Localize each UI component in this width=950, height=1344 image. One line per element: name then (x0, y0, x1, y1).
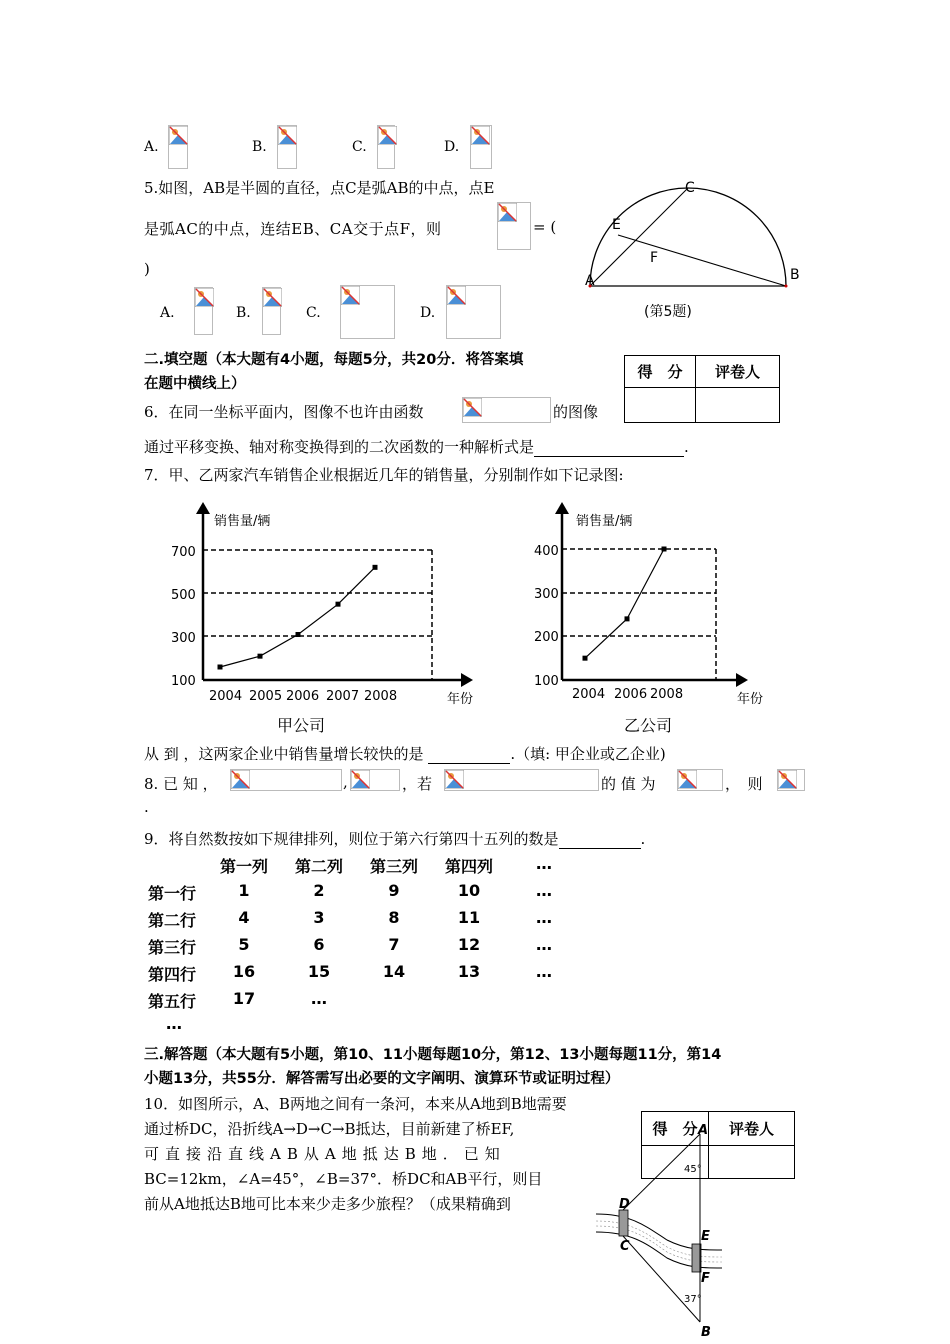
section3-title-line1: 三.解答题（本大题有5小题，第10、11小题每题10分，第12、13小题每题11分，第14 (144, 1047, 722, 1063)
bridge-dc (619, 1210, 628, 1236)
table-cell: 4 (238, 908, 250, 927)
table-cell: 2 (313, 881, 325, 900)
chart-jia-ylabel: 销售量/辆 (214, 514, 271, 529)
q6-line2-end: . (684, 438, 689, 456)
q5-fraction-image (497, 202, 531, 250)
table-cell: 10 (457, 881, 481, 900)
q6-line1b: 的图像 (553, 403, 599, 421)
image-placeholder-icon (498, 203, 517, 222)
label-b: B (701, 1325, 711, 1340)
chart-yi-xtick-2008: 2008 (650, 687, 684, 702)
chart-yi-point-2008 (662, 547, 667, 552)
q9-text-end: . (640, 830, 646, 848)
image-placeholder-icon (263, 288, 282, 307)
table-cell: … (311, 989, 327, 1008)
label-e: E (701, 1229, 710, 1244)
q5-semicircle-figure (580, 175, 810, 325)
chart-yi-ytick-200: 200 (534, 630, 559, 645)
q9-text: 9．将自然数按如下规律排列，则位于第六行第四十五列的数是 (144, 830, 559, 848)
image-placeholder-icon (778, 770, 797, 789)
grader-label: 评卷人 (709, 1112, 795, 1146)
q7-question-wrap (144, 743, 666, 764)
q8-image-1 (230, 769, 342, 791)
table-cell: … (536, 881, 552, 900)
q9-number-table (144, 850, 564, 1040)
image-placeholder-icon (447, 286, 466, 305)
q8-image-5 (777, 769, 805, 791)
q9-header-2: 第二列 (294, 857, 343, 876)
chart-yi-title: 乙公司 (624, 716, 673, 735)
table-cell: 5 (238, 935, 250, 954)
table-cell: … (536, 908, 552, 927)
q10-line4: BC=12km，∠A=45°，∠B=37°．桥DC和AB平行，则目 (144, 1170, 543, 1188)
score-cell (625, 388, 696, 423)
table-cell: 1 (238, 881, 250, 900)
q4-option-b: B. (252, 139, 267, 155)
label-c: C (620, 1239, 630, 1254)
q6-answer-blank (534, 438, 684, 457)
q4-option-d: D. (444, 139, 460, 155)
chart-yi-ytick-300: 300 (534, 587, 559, 602)
image-placeholder-icon (678, 770, 697, 789)
table-cell: … (536, 935, 552, 954)
image-placeholder-icon (378, 126, 397, 145)
chart-yi-xtick-2004: 2004 (572, 687, 606, 702)
q5-option-a-image (194, 287, 213, 335)
score-label: 得 分 (642, 1112, 709, 1146)
image-placeholder-icon (341, 286, 360, 305)
q7-intro: 7．甲、乙两家汽车销售企业根据近几年的销售量，分别制作如下记录图: (144, 466, 624, 484)
image-placeholder-icon (278, 126, 297, 145)
q9-answer-blank (559, 830, 641, 849)
chart-jia-ytick-500: 500 (171, 588, 196, 603)
image-placeholder-icon (195, 288, 214, 307)
chart-jia-point-2005 (258, 654, 263, 659)
row-label: 第二行 (148, 911, 197, 930)
label-d: D (619, 1197, 630, 1212)
chart-jia-ytick-300: 300 (171, 631, 196, 646)
chart-yi (530, 500, 790, 740)
row-label: 第三行 (148, 938, 197, 957)
label-a: A (585, 273, 595, 289)
q7-answer-blank (428, 745, 510, 764)
table-cell: 11 (457, 908, 481, 927)
semicircle-arc (590, 188, 786, 286)
q5-option-b-image (262, 287, 281, 335)
q9-more: … (166, 1014, 182, 1033)
q4-option-a: A. (144, 139, 159, 155)
chart-jia-ytick-100: 100 (171, 674, 196, 689)
chart-yi-ytick-100: 100 (534, 674, 559, 689)
q4-option-b-image (277, 125, 297, 169)
chord-ca (590, 188, 688, 286)
q6-line2: 通过平移变换、轴对称变换得到的二次函数的一种解析式是 (144, 438, 535, 456)
section2-title-line2: 在题中横线上） (144, 376, 246, 392)
section3-title-line2: 小题13分，共55分．解答需写出必要的文字阐明、演算环节或证明过程） (144, 1071, 620, 1087)
chart-yi-point-2006 (625, 616, 630, 621)
image-placeholder-icon (471, 126, 490, 145)
chart-yi-ytick-400: 400 (534, 544, 559, 559)
q8-t2: , (343, 773, 348, 791)
row-label: 第五行 (148, 992, 197, 1011)
image-placeholder-icon (445, 770, 464, 789)
chart-jia-xtick-2004: 2004 (209, 689, 243, 704)
row-label: 第一行 (148, 884, 197, 903)
q4-option-c-image (377, 125, 395, 169)
q5-option-c: C. (306, 305, 321, 321)
image-placeholder-icon (169, 126, 188, 145)
q4-option-d-image (470, 125, 492, 169)
q8-image-4 (677, 769, 723, 791)
grader-label: 评卷人 (696, 356, 780, 388)
chart-jia-xtick-2006: 2006 (286, 689, 320, 704)
q10-line1: 10．如图所示，A、B两地之间有一条河，本来从A地到B地需要 (144, 1095, 567, 1113)
q8-t4: 的 值 为 (601, 775, 656, 793)
table-cell: 9 (388, 881, 400, 900)
q5-option-c-image (340, 285, 395, 339)
table-cell: 14 (382, 962, 406, 981)
chart-jia-xlabel: 年份 (447, 692, 474, 707)
q8-t5: ， 则 (725, 775, 763, 793)
grader-cell (696, 388, 780, 423)
section2-score-box (624, 355, 780, 423)
table-cell: 17 (232, 989, 256, 1008)
image-placeholder-icon (231, 770, 250, 789)
chart-jia-ytick-700: 700 (171, 545, 196, 560)
q10-line3: 可直接沿直线AB从A地抵达B地．已知 (144, 1145, 506, 1163)
chart-jia-point-2007 (336, 602, 341, 607)
label-c: C (685, 180, 695, 196)
q5-line3: ) (144, 260, 150, 278)
q4-option-a-image (168, 125, 188, 169)
q5-line2a: 是弧AC的中点，连结EB、CA交于点F，则 (144, 220, 442, 238)
section2-title-line1: 二.填空题（本大题有4小题，每题5分，共20分．将答案填 (144, 352, 524, 368)
table-cell: 8 (388, 908, 400, 927)
q9-text-wrap (144, 828, 645, 849)
label-f: F (650, 250, 659, 266)
q5-option-d: D. (420, 305, 436, 321)
q9-header-1: 第一列 (219, 857, 268, 876)
chart-jia-axes (196, 502, 473, 687)
table-cell: 15 (307, 962, 331, 981)
chart-jia-xtick-2007: 2007 (326, 689, 360, 704)
chord-eb (618, 235, 786, 286)
q8-t6: . (144, 798, 149, 816)
chart-jia-xtick-2005: 2005 (249, 689, 283, 704)
chart-yi-xlabel: 年份 (737, 692, 764, 707)
q8-t3: ，若 (402, 775, 433, 793)
label-f: F (701, 1271, 710, 1286)
angle-b: 37° (684, 1294, 702, 1305)
chart-jia-point-2006 (296, 632, 301, 637)
q5-line1: 5.如图，AB是半圆的直径，点C是弧AB的中点，点E (144, 179, 495, 197)
q6-line2-wrap (144, 436, 689, 457)
table-cell: 13 (457, 962, 481, 981)
chart-jia-title: 甲公司 (277, 716, 326, 735)
line-cb (623, 1236, 700, 1322)
q5-line2b: = ( (533, 218, 557, 236)
chart-jia-point-2004 (218, 665, 223, 670)
chart-jia (165, 500, 495, 740)
q5-option-a: A. (160, 305, 175, 321)
q9-header-more: … (536, 854, 552, 873)
image-placeholder-icon (351, 770, 370, 789)
table-cell: … (536, 962, 552, 981)
q7-question-a: 从 到 ，这两家企业中销售量增长较快的是 (144, 745, 424, 763)
chart-yi-point-2004 (583, 656, 588, 661)
q5-caption: (第5题) (644, 304, 692, 320)
q7-question-b: .（填: 甲企业或乙企业) (510, 745, 666, 763)
row-label: 第四行 (148, 965, 197, 984)
q6-line1a: 6．在同一坐标平面内，图像不也许由函数 (144, 403, 424, 421)
q9-header-4: 第四列 (444, 857, 493, 876)
q8-image-2 (350, 769, 400, 791)
table-cell: 12 (457, 935, 481, 954)
table-cell: 3 (313, 908, 325, 927)
chart-jia-xtick-2008: 2008 (364, 689, 398, 704)
table-cell: 16 (232, 962, 256, 981)
q9-header-3: 第三列 (369, 857, 418, 876)
chart-yi-xtick-2006: 2006 (614, 687, 648, 702)
label-a: A (698, 1123, 709, 1138)
table-cell: 7 (388, 935, 400, 954)
chart-jia-point-2008 (373, 565, 378, 570)
score-label: 得 分 (625, 356, 696, 388)
q4-option-c: C. (352, 139, 367, 155)
angle-a: 45° (684, 1164, 702, 1175)
chart-jia-series-line (220, 567, 375, 667)
q5-option-d-image (446, 285, 501, 339)
table-cell: 6 (313, 935, 325, 954)
label-e: E (612, 217, 621, 233)
chart-yi-series-line (585, 549, 664, 658)
q10-line2: 通过桥DC，沿折线A→D→C→B抵达，目前新建了桥EF, (144, 1120, 515, 1138)
q10-river-figure (592, 1122, 732, 1340)
q10-line5: 前从A地抵达B地可比本来少走多少旅程？（成果精确到 (144, 1195, 511, 1213)
image-placeholder-icon (463, 398, 482, 417)
chart-yi-ylabel: 销售量/辆 (576, 514, 633, 529)
label-b: B (790, 267, 800, 283)
q8-image-3 (444, 769, 599, 791)
q8-t1: 8. 已 知 ， (144, 775, 218, 793)
q6-function-image (462, 397, 551, 423)
q5-option-b: B. (236, 305, 251, 321)
